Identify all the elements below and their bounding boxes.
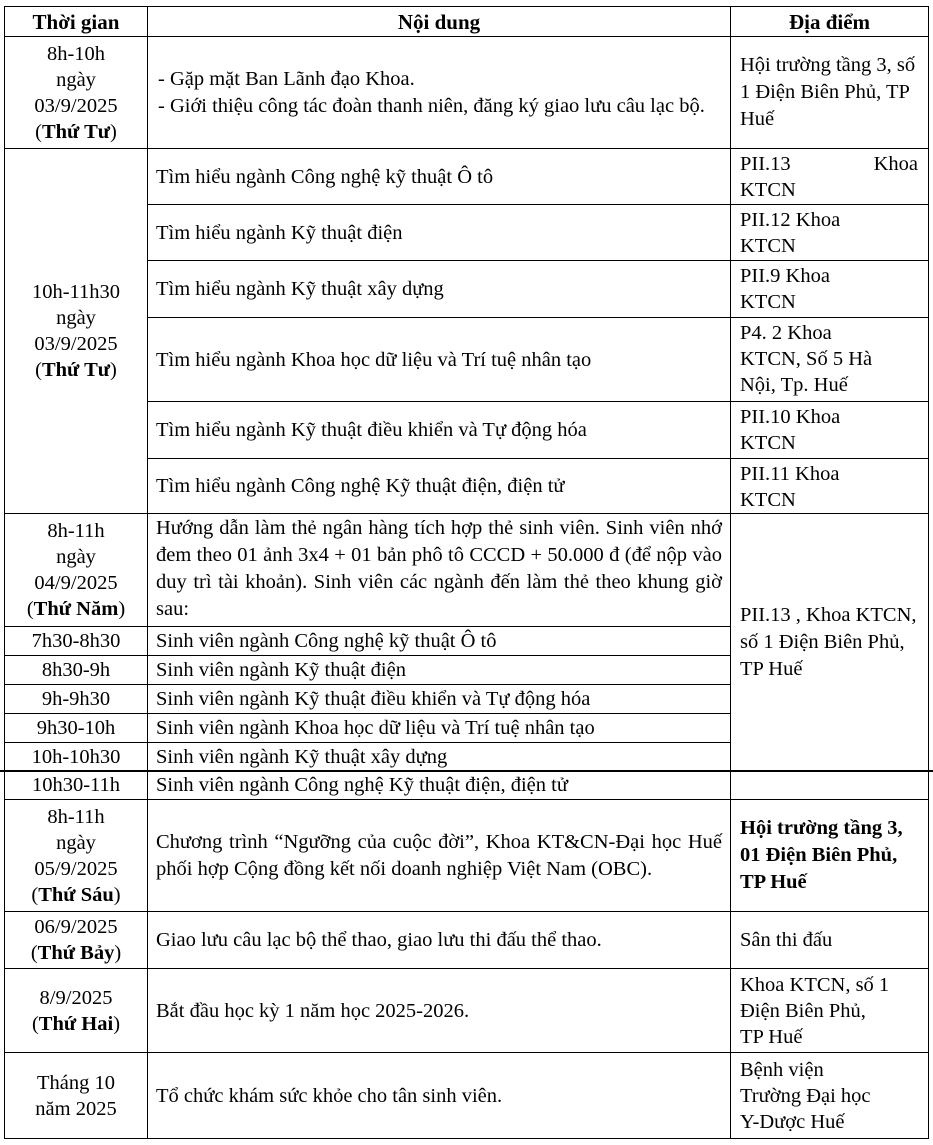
- r2-time: 10h-11h30 ngày 03/9/2025 (Thứ Tư): [4, 148, 148, 514]
- slot-content: [147, 770, 731, 800]
- r4-location: [730, 799, 929, 912]
- r2-item-location: [730, 204, 929, 261]
- slot-time-text: 9h30-10h: [36, 717, 116, 739]
- r1-location: [730, 36, 929, 149]
- r7-location-line: Bệnh viện: [740, 1058, 824, 1081]
- r6-location: [730, 968, 929, 1053]
- r2-item-text: Tìm hiểu ngành Kỹ thuật điện: [156, 221, 403, 244]
- r2-time-line: ngày: [56, 307, 96, 329]
- r4-time-line: 8h-11h: [47, 805, 105, 828]
- r2-item-content: [147, 317, 731, 402]
- r2-loc-line: PII.11 Khoa: [740, 463, 840, 485]
- slot-time: [4, 626, 148, 656]
- r2-loc-line: PII.12 Khoa: [740, 209, 841, 231]
- r4-time-line: 05/9/2025: [34, 857, 118, 880]
- r2-loc-line: Nội, Tp. Huế: [740, 374, 848, 396]
- r6-location-line: Khoa KTCN, số 1: [740, 973, 890, 996]
- r2-loc-line: KTCN, Số 5 Hà: [740, 348, 873, 370]
- r1-time-line: ngày: [56, 68, 96, 91]
- header-content-text: Nội dung: [397, 9, 481, 34]
- r1-time-line: 8h-10h: [46, 42, 106, 65]
- slot-content-text: Sinh viên ngành Công nghệ Kỹ thuật điện, điện tử: [156, 774, 568, 796]
- slot-content-text: Sinh viên ngành Công nghệ kỹ thuật Ô tô: [156, 630, 497, 652]
- r5-weekday: Thứ Bảy: [37, 942, 115, 964]
- slot-content: [147, 655, 731, 685]
- r2-loc-line: P4. 2 Khoa: [740, 322, 832, 344]
- r3-time-line: ngày: [56, 546, 96, 568]
- header-location-text: Địa điểm: [788, 9, 871, 34]
- slot-time-text: 10h-10h30: [31, 745, 121, 768]
- r3-location: [730, 513, 929, 771]
- r2-item-content: [147, 204, 731, 261]
- r7-time: [4, 1052, 148, 1139]
- r6-content: [147, 968, 731, 1053]
- slot-content: [147, 713, 731, 743]
- r2-item-location: [730, 458, 929, 514]
- r2-loc-part: PII.13: [740, 153, 791, 175]
- r3-time-line: 8h-11h: [47, 520, 105, 542]
- r2-item-content: [147, 148, 731, 205]
- r2-loc-part: KTCN: [740, 179, 796, 201]
- r5-content-text: Giao lưu câu lạc bộ thể thao, giao lưu thi đấu thể thao.: [156, 929, 602, 951]
- r7-location-line: Trường Đại học: [740, 1084, 871, 1107]
- slot-time: [4, 684, 148, 714]
- r4-location-text: Hội trường tầng 3, 01 Điện Biên Phủ, TP Huế: [740, 817, 903, 893]
- header-content: [147, 6, 731, 37]
- r5-time-line: 06/9/2025: [34, 916, 118, 938]
- r3-content-text: Hướng dẫn làm thẻ ngân hàng tích hợp thẻ sinh viên. Sinh viên nhớ đem theo 01 ảnh 3x4 + 01 bản phô tô CCCD + 50.000 đ (để nộp vào duy trì tài khoản). Sinh viên các ngành đến làm thẻ theo khung giờ sau:: [156, 517, 722, 620]
- r7-time-line: Tháng 10: [37, 1071, 115, 1094]
- slot-time-text: 10h30-11h: [31, 774, 121, 796]
- r6-content-text: Bắt đầu học kỳ 1 năm học 2025-2026.: [156, 999, 470, 1022]
- r3-weekday: Thứ Năm: [33, 598, 119, 620]
- r3-time: 8h-11h ngày 04/9/2025 (Thứ Năm): [4, 513, 148, 627]
- r2-item-content: [147, 401, 731, 459]
- r2-item-text: Tìm hiểu ngành Công nghệ kỹ thuật Ô tô: [156, 165, 494, 188]
- r2-item-text: Tìm hiểu ngành Công nghệ Kỹ thuật điện, điện tử: [156, 475, 565, 497]
- r1-content: [147, 36, 731, 149]
- slot-content: [147, 684, 731, 714]
- r4-weekday: Thứ Sáu: [38, 883, 114, 906]
- slot-content: [147, 742, 731, 771]
- r1-content-line: - Giới thiệu công tác đoàn thanh niên, đăng ký giao lưu câu lạc bộ.: [158, 94, 705, 117]
- slot-time: [4, 713, 148, 743]
- r5-location: [730, 911, 929, 969]
- r2-weekday: Thứ Tư: [41, 359, 111, 381]
- r2-item-content: [147, 458, 731, 514]
- r6-time: 8/9/2025 (Thứ Hai): [4, 968, 148, 1053]
- slot-time-text: 8h30-9h: [41, 659, 111, 681]
- r7-location: [730, 1052, 929, 1139]
- r2-item-text: Tìm hiểu ngành Kỹ thuật xây dựng: [156, 278, 444, 300]
- r2-item-content: [147, 260, 731, 318]
- r7-content-text: Tổ chức khám sức khỏe cho tân sinh viên.: [156, 1084, 503, 1107]
- slot-time: [4, 742, 148, 771]
- slot-time-text: 9h-9h30: [41, 688, 111, 710]
- r2-item-text: Tìm hiểu ngành Khoa học dữ liệu và Trí tuệ nhân tạo: [156, 348, 592, 371]
- r2-item-location: [730, 260, 929, 318]
- r2-loc-part: Khoa: [873, 153, 918, 175]
- r4-content: [147, 799, 731, 912]
- r2-loc-line: PII.10 Khoa: [740, 406, 841, 428]
- slot-content-text: Sinh viên ngành Kỹ thuật điều khiển và Tự động hóa: [156, 688, 591, 710]
- r2-item-location: [730, 148, 929, 205]
- header-time: [4, 6, 148, 37]
- r1-content-line: - Gặp mặt Ban Lãnh đạo Khoa.: [158, 67, 415, 90]
- slot-content: [147, 626, 731, 656]
- r5-location-text: Sân thi đấu: [740, 929, 833, 951]
- r2-time-line: 03/9/2025: [34, 333, 118, 355]
- slot-content-text: Sinh viên ngành Kỹ thuật điện: [156, 659, 406, 681]
- r6-weekday: Thứ Hai: [38, 1012, 114, 1035]
- r2-loc-line: KTCN: [740, 291, 796, 313]
- slot-time-text: 7h30-8h30: [31, 630, 121, 652]
- r2-loc-line: KTCN: [740, 235, 796, 257]
- r2-loc-line: KTCN: [740, 489, 796, 511]
- r7-time-line: năm 2025: [35, 1097, 117, 1120]
- slot-content-text: Sinh viên ngành Kỹ thuật xây dựng: [156, 745, 448, 768]
- r4-time: 8h-11h ngày 05/9/2025 (Thứ Sáu): [4, 799, 148, 912]
- slot-time: [4, 655, 148, 685]
- r5-content: [147, 911, 731, 969]
- r3-time-line: 04/9/2025: [34, 572, 118, 594]
- r2-loc-line: PII.9 Khoa: [740, 265, 830, 287]
- r2-loc-line: KTCN: [740, 432, 796, 454]
- r1-weekday: Thứ Tư: [41, 120, 111, 143]
- r2-item-location: [730, 401, 929, 459]
- r6-time-line: 8/9/2025: [39, 986, 113, 1009]
- slot-time: [4, 770, 148, 800]
- r7-location-line: Y-Dược Huế: [740, 1110, 845, 1133]
- r1-time: 8h-10h ngày 03/9/2025 (Thứ Tư): [4, 36, 148, 149]
- r2-item-location: [730, 317, 929, 402]
- r3-location-text: PII.13 , Khoa KTCN, số 1 Điện Biên Phủ, TP Huế: [740, 603, 917, 680]
- r2-time-line: 10h-11h30: [31, 281, 121, 303]
- slot-content-text: Sinh viên ngành Khoa học dữ liệu và Trí tuệ nhân tạo: [156, 717, 595, 739]
- r6-location-line: TP Huế: [740, 1025, 803, 1048]
- header-location: [730, 6, 929, 37]
- r1-time-line: 03/9/2025: [34, 94, 118, 117]
- r1-location-text: Hội trường tầng 3, số 1 Điện Biên Phủ, TP Huế: [740, 54, 916, 130]
- r5-time: 06/9/2025 (Thứ Bảy): [4, 911, 148, 969]
- slot-location-empty: [730, 770, 929, 800]
- r4-time-line: ngày: [56, 831, 96, 854]
- r4-content-text: Chương trình “Ngưỡng của cuộc đời”, Khoa KT&CN-Đại học Huế phối hợp Cộng đồng kết nối doanh nghiệp Việt Nam (OBC).: [156, 830, 722, 880]
- r7-content: [147, 1052, 731, 1139]
- header-time-text: Thời gian: [32, 9, 120, 34]
- r2-item-text: Tìm hiểu ngành Kỹ thuật điều khiển và Tự động hóa: [156, 419, 587, 441]
- r3-content: [147, 513, 731, 627]
- r6-location-line: Điện Biên Phủ,: [740, 999, 866, 1022]
